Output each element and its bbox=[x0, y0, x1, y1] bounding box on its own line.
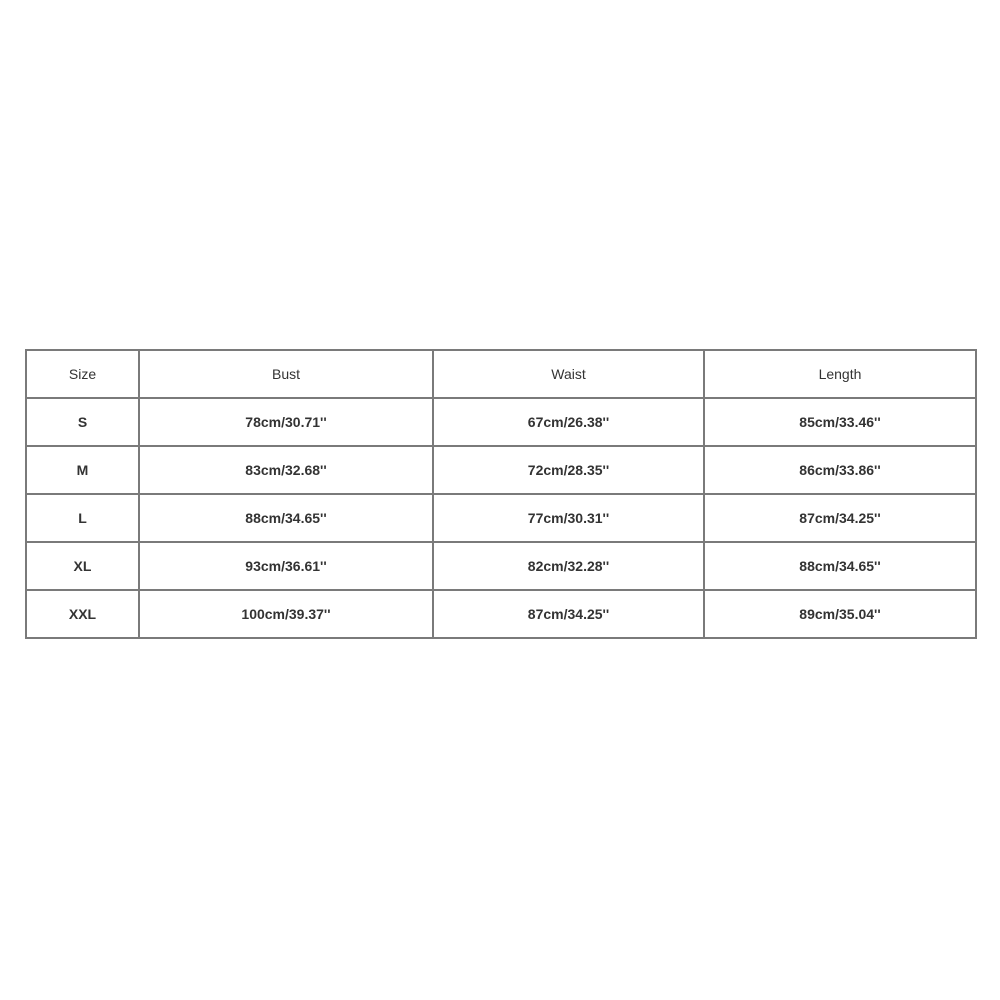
table-row bbox=[26, 446, 976, 494]
size-cell: M bbox=[26, 446, 139, 494]
waist-cell: 87cm/34.25'' bbox=[433, 590, 704, 638]
bust-cell: 100cm/39.37'' bbox=[139, 590, 433, 638]
bust-cell: 93cm/36.61'' bbox=[139, 542, 433, 590]
table-row bbox=[26, 590, 976, 638]
header-bust: Bust bbox=[139, 350, 433, 398]
size-cell: L bbox=[26, 494, 139, 542]
waist-cell: 82cm/32.28'' bbox=[433, 542, 704, 590]
header-size: Size bbox=[26, 350, 139, 398]
waist-cell: 77cm/30.31'' bbox=[433, 494, 704, 542]
length-cell: 87cm/34.25'' bbox=[704, 494, 976, 542]
size-cell: XXL bbox=[26, 590, 139, 638]
waist-cell: 72cm/28.35'' bbox=[433, 446, 704, 494]
bust-cell: 88cm/34.65'' bbox=[139, 494, 433, 542]
size-chart-table bbox=[25, 349, 977, 639]
size-cell: XL bbox=[26, 542, 139, 590]
length-cell: 89cm/35.04'' bbox=[704, 590, 976, 638]
length-cell: 85cm/33.46'' bbox=[704, 398, 976, 446]
table-row bbox=[26, 542, 976, 590]
table-row bbox=[26, 398, 976, 446]
header-length: Length bbox=[704, 350, 976, 398]
length-cell: 86cm/33.86'' bbox=[704, 446, 976, 494]
header-row bbox=[26, 350, 976, 398]
length-cell: 88cm/34.65'' bbox=[704, 542, 976, 590]
table-row bbox=[26, 494, 976, 542]
bust-cell: 83cm/32.68'' bbox=[139, 446, 433, 494]
bust-cell: 78cm/30.71'' bbox=[139, 398, 433, 446]
size-cell: S bbox=[26, 398, 139, 446]
waist-cell: 67cm/26.38'' bbox=[433, 398, 704, 446]
header-waist: Waist bbox=[433, 350, 704, 398]
